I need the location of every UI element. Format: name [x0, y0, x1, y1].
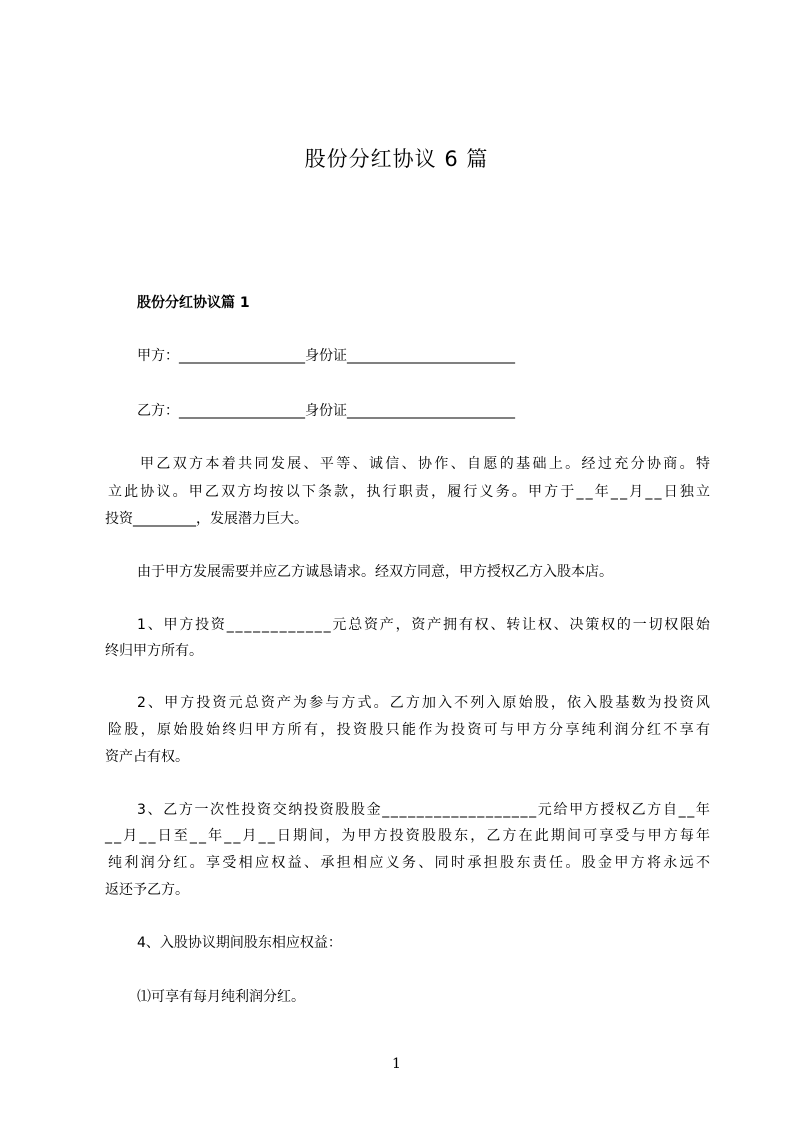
paragraph-line: 由于甲方发展需要并应乙方诚恳请求。经双方同意，甲方授权乙方入股本店。: [137, 564, 613, 580]
clause-3-line: __月__日至__年__月__日期间，为甲方投资股股东，乙方在此期间可享受与甲方每年: [105, 828, 713, 844]
paragraph-line: 甲乙双方本着共同发展、平等、诚信、协作、自愿的基础上。经过充分协商。特: [140, 456, 713, 472]
party-a-line: 甲方：__________________身份证________________________: [137, 348, 515, 364]
clause-3-line: 纯利润分红。享受相应权益、承担相应义务、同时承担股东责任。股金甲方将永远不: [108, 855, 713, 871]
clause-1-line: 终归甲方所有。: [105, 643, 203, 659]
clause-2-line: 2、甲方投资元总资产为参与方式。乙方加入不列入原始股，依入股基数为投资风: [137, 695, 713, 711]
paragraph-line: 投资_________，发展潜力巨大。: [105, 511, 308, 527]
clause-3-line: 返还予乙方。: [105, 882, 189, 898]
document-title: 股份分红协议 6 篇: [304, 147, 489, 171]
clause-1-line: 1、甲方投资____________元总资产，资产拥有权、转让权、决策权的一切权限始: [137, 617, 712, 633]
clause-3-line: 3、乙方一次性投资交纳投资股股金__________________元给甲方授权乙方自__年: [137, 802, 712, 818]
party-b-line: 乙方：__________________身份证________________________: [137, 403, 515, 419]
paragraph-line: 立此协议。甲乙双方均按以下条款，执行职责，履行义务。甲方于__年__月__日独立: [108, 484, 713, 500]
section-heading: 股份分红协议篇 1: [137, 295, 250, 311]
clause-2-line: 险股，原始股始终归甲方所有，投资股只能作为投资可与甲方分享纯利润分红不享有: [108, 722, 713, 738]
page-number: 1: [392, 1056, 401, 1072]
clause-4-item-line: ⑴可享有每月纯利润分红。: [137, 989, 305, 1005]
clause-2-line: 资产占有权。: [105, 749, 189, 765]
clause-4-line: 4、入股协议期间股东相应权益：: [137, 935, 342, 951]
